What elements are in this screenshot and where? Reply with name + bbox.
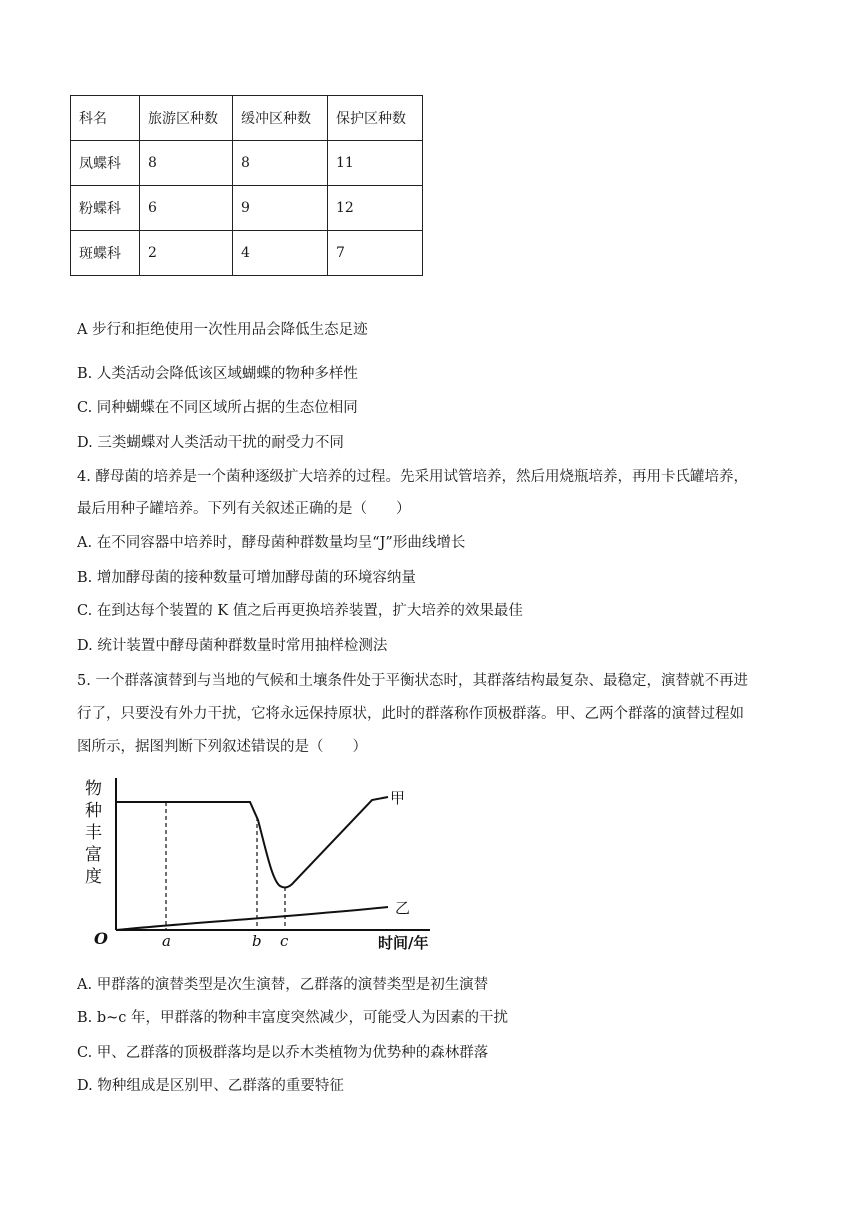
table-row bbox=[71, 231, 423, 276]
q4-stem-line2: 最后用种子罐培养。下列有关叙述正确的是（ ） bbox=[77, 501, 411, 517]
table-cell: 6 bbox=[140, 186, 233, 231]
table-row bbox=[71, 186, 423, 231]
series-yi-line bbox=[116, 907, 388, 930]
table-row bbox=[71, 141, 423, 186]
table-cell: 8 bbox=[233, 141, 328, 186]
table-cell: 粉蝶科 bbox=[71, 186, 140, 231]
table-cell: 11 bbox=[328, 141, 423, 186]
table-header-cell: 保护区种数 bbox=[328, 96, 423, 141]
svg-text:富: 富 bbox=[85, 845, 102, 865]
q4-option-a: A. 在不同容器中培养时，酵母菌种群数量均呈“J”形曲线增长 bbox=[77, 535, 466, 551]
butterfly-species-table bbox=[70, 95, 423, 276]
q3-option-b: B. 人类活动会降低该区域蝴蝶的物种多样性 bbox=[77, 366, 358, 382]
x-tick-label: c bbox=[280, 932, 289, 950]
q5-stem-line2: 行了，只要没有外力干扰，它将永远保持原状，此时的群落称作顶极群落。甲、乙两个群落的演替过程如 bbox=[77, 706, 744, 722]
table-cell: 4 bbox=[233, 231, 328, 276]
q5-option-a: A. 甲群落的演替类型是次生演替，乙群落的演替类型是初生演替 bbox=[77, 977, 489, 993]
succession-chart bbox=[80, 772, 450, 952]
q5-option-b: B. b~c 年，甲群落的物种丰富度突然减少，可能受人为因素的干扰 bbox=[77, 1010, 509, 1026]
table-cell: 8 bbox=[140, 141, 233, 186]
table-header-cell: 科名 bbox=[71, 96, 140, 141]
table-cell: 7 bbox=[328, 231, 423, 276]
q5-option-c: C. 甲、乙群落的顶极群落均是以乔木类植物为优势种的森林群落 bbox=[77, 1045, 489, 1061]
table-cell: 凤蝶科 bbox=[71, 141, 140, 186]
origin-label: O bbox=[94, 929, 108, 948]
series-yi-label: 乙 bbox=[395, 899, 411, 917]
q4-stem-line1: 4. 酵母菌的培养是一个菌种逐级扩大培养的过程。先采用试管培养，然后用烧瓶培养，再用卡氏罐培养， bbox=[77, 469, 748, 485]
series-jia-label: 甲 bbox=[390, 789, 406, 807]
table-cell: 2 bbox=[140, 231, 233, 276]
svg-text:种: 种 bbox=[85, 801, 102, 821]
q3-option-d: D. 三类蝴蝶对人类活动干扰的耐受力不同 bbox=[77, 435, 344, 451]
q5-stem-line1: 5. 一个群落演替到与当地的气候和土壤条件处于平衡状态时，其群落结构最复杂、最稳定，演替就不再进 bbox=[77, 673, 748, 689]
table-header-cell: 旅游区种数 bbox=[140, 96, 233, 141]
svg-text:度: 度 bbox=[85, 867, 102, 887]
x-tick-label: b bbox=[252, 932, 262, 950]
q3-option-a: A 步行和拒绝使用一次性用品会降低生态足迹 bbox=[77, 322, 368, 338]
svg-text:物: 物 bbox=[85, 779, 102, 799]
series-jia-line bbox=[116, 797, 388, 887]
table-cell: 12 bbox=[328, 186, 423, 231]
table-cell: 9 bbox=[233, 186, 328, 231]
x-axis-label: 时间/年 bbox=[378, 934, 429, 952]
q3-option-c: C. 同种蝴蝶在不同区域所占据的生态位相同 bbox=[77, 400, 358, 416]
q4-option-b: B. 增加酵母菌的接种数量可增加酵母菌的环境容纳量 bbox=[77, 570, 416, 586]
q5-stem-line3: 图所示，据图判断下列叙述错误的是（ ） bbox=[77, 739, 367, 755]
table-header-cell: 缓冲区种数 bbox=[233, 96, 328, 141]
table-cell: 斑蝶科 bbox=[71, 231, 140, 276]
y-axis-label bbox=[85, 779, 102, 887]
svg-text:丰: 丰 bbox=[85, 823, 102, 843]
q4-option-c: C. 在到达每个装置的 K 值之后再更换培养装置，扩大培养的效果最佳 bbox=[77, 603, 523, 619]
q5-option-d: D. 物种组成是区别甲、乙群落的重要特征 bbox=[77, 1078, 344, 1094]
q4-option-d: D. 统计装置中酵母菌种群数量时常用抽样检测法 bbox=[77, 638, 388, 654]
x-tick-label: a bbox=[162, 932, 171, 950]
table-header-row bbox=[71, 96, 423, 141]
